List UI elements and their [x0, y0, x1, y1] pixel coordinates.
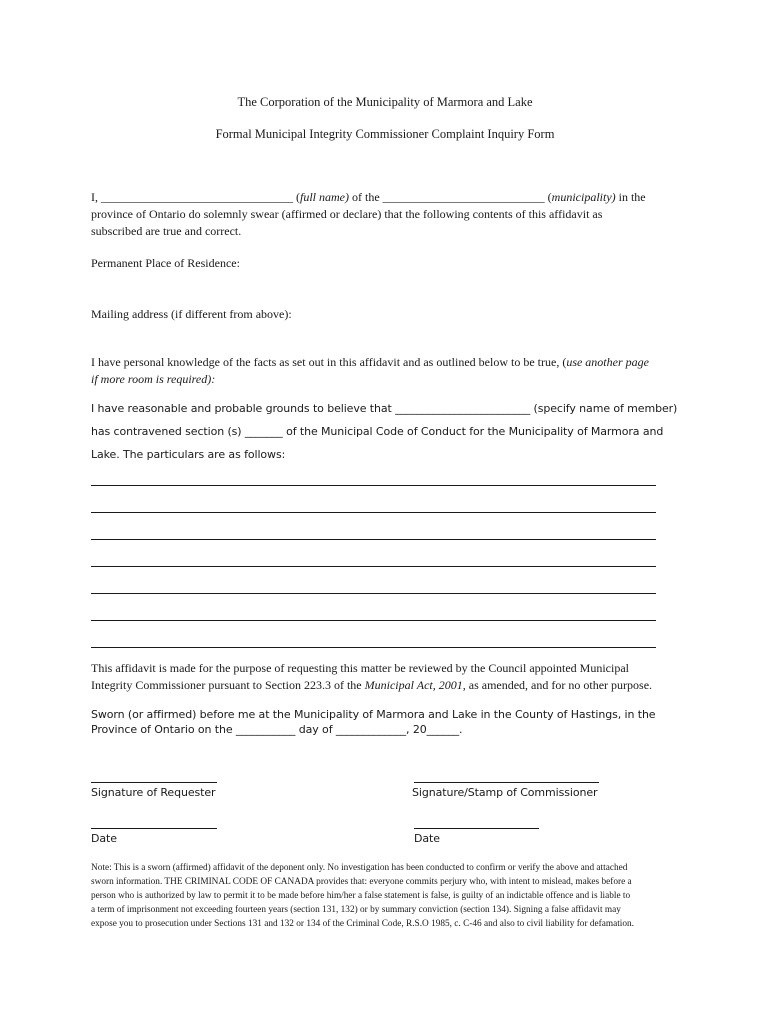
- residence-label: Permanent Place of Residence:: [91, 256, 240, 270]
- requester-date-label: Date: [91, 832, 117, 845]
- name-field-text[interactable]: I, ________________________________ (: [91, 190, 300, 204]
- knowledge-text: I have personal knowledge of the facts as set out in this affidavit and as outlined below to be true, (: [91, 355, 567, 369]
- commissioner-date-line[interactable]: [414, 828, 539, 829]
- municipal-act-citation: Municipal Act, 2001,: [364, 678, 466, 692]
- municipality-hint: municipality): [551, 190, 616, 204]
- particulars-line[interactable]: [91, 566, 656, 567]
- legal-note-line-1: Note: This is a sworn (affirmed) affidavit of the deponent only. No investigation has been conducted to confirm or verify the above and attached: [91, 863, 628, 873]
- affidavit-line-3: subscribed are true and correct.: [91, 224, 242, 238]
- legal-note-line-2: sworn information. THE CRIMINAL CODE OF CANADA provides that: everyone commits perjury who, with intent to mislead, makes before a: [91, 877, 632, 887]
- knowledge-hint: use another page: [566, 355, 649, 369]
- purpose-text-end: as amended, and for no other purpose.: [465, 678, 653, 692]
- legal-note-line-3: person who is authorized by law to permit it to be made before him/her a false statement is false, is guilty of an indictable offence and is liable to: [91, 891, 631, 901]
- knowledge-line-1: [91, 355, 649, 370]
- requester-signature-line[interactable]: [91, 782, 217, 783]
- knowledge-line-2: if more room is required):: [91, 372, 216, 386]
- commissioner-signature-label: Signature/Stamp of Commissioner: [412, 786, 598, 799]
- grounds-line-3: Lake. The particulars are as follows:: [91, 448, 286, 461]
- particulars-line[interactable]: [91, 620, 656, 621]
- mailing-address-label: Mailing address (if different from above):: [91, 307, 292, 321]
- municipality-field-text[interactable]: of the ___________________________ (: [349, 190, 552, 204]
- particulars-line[interactable]: [91, 539, 656, 540]
- particulars-line[interactable]: [91, 512, 656, 513]
- form-org-title: The Corporation of the Municipality of Marmora and Lake: [237, 95, 533, 109]
- commissioner-date-label: Date: [414, 832, 440, 845]
- grounds-line-1[interactable]: I have reasonable and probable grounds to believe that _________________________ (specify name of member): [91, 402, 678, 415]
- requester-signature-label: Signature of Requester: [91, 786, 216, 799]
- purpose-line-2: [91, 678, 652, 693]
- particulars-line[interactable]: [91, 485, 656, 486]
- affidavit-line-2: province of Ontario do solemnly swear (affirmed or declare) that the following contents of this affidavit as: [91, 207, 603, 221]
- legal-note-line-4: a term of imprisonment not exceeding fourteen years (section 131, 132) or by summary conviction (section 134). Signing a false affidavit may: [91, 905, 621, 915]
- sworn-line-1: Sworn (or affirmed) before me at the Municipality of Marmora and Lake in the County of Hastings, in the: [91, 708, 656, 721]
- particulars-line[interactable]: [91, 647, 656, 648]
- requester-date-line[interactable]: [91, 828, 217, 829]
- particulars-line[interactable]: [91, 593, 656, 594]
- affidavit-line-1: [91, 190, 646, 205]
- form-title: Formal Municipal Integrity Commissioner Complaint Inquiry Form: [215, 127, 555, 141]
- affidavit-line-1-end: in the: [615, 190, 646, 204]
- full-name-hint: full name): [300, 190, 349, 204]
- purpose-line-1: This affidavit is made for the purpose of requesting this matter be reviewed by the Council appointed Municipal: [91, 661, 629, 675]
- grounds-line-2[interactable]: has contravened section (s) _______ of the Municipal Code of Conduct for the Municipality of Marmora and: [91, 425, 664, 438]
- legal-note-line-5: expose you to prosecution under Sections 131 and 132 or 134 of the Criminal Code, R.S.O 1985, c. C-46 and also to civil liability for defamation.: [91, 919, 635, 929]
- sworn-line-2[interactable]: Province of Ontario on the ___________ day of _____________, 20______.: [91, 723, 463, 736]
- purpose-text: Integrity Commissioner pursuant to Section 223.3 of the: [91, 678, 365, 692]
- commissioner-signature-line[interactable]: [414, 782, 599, 783]
